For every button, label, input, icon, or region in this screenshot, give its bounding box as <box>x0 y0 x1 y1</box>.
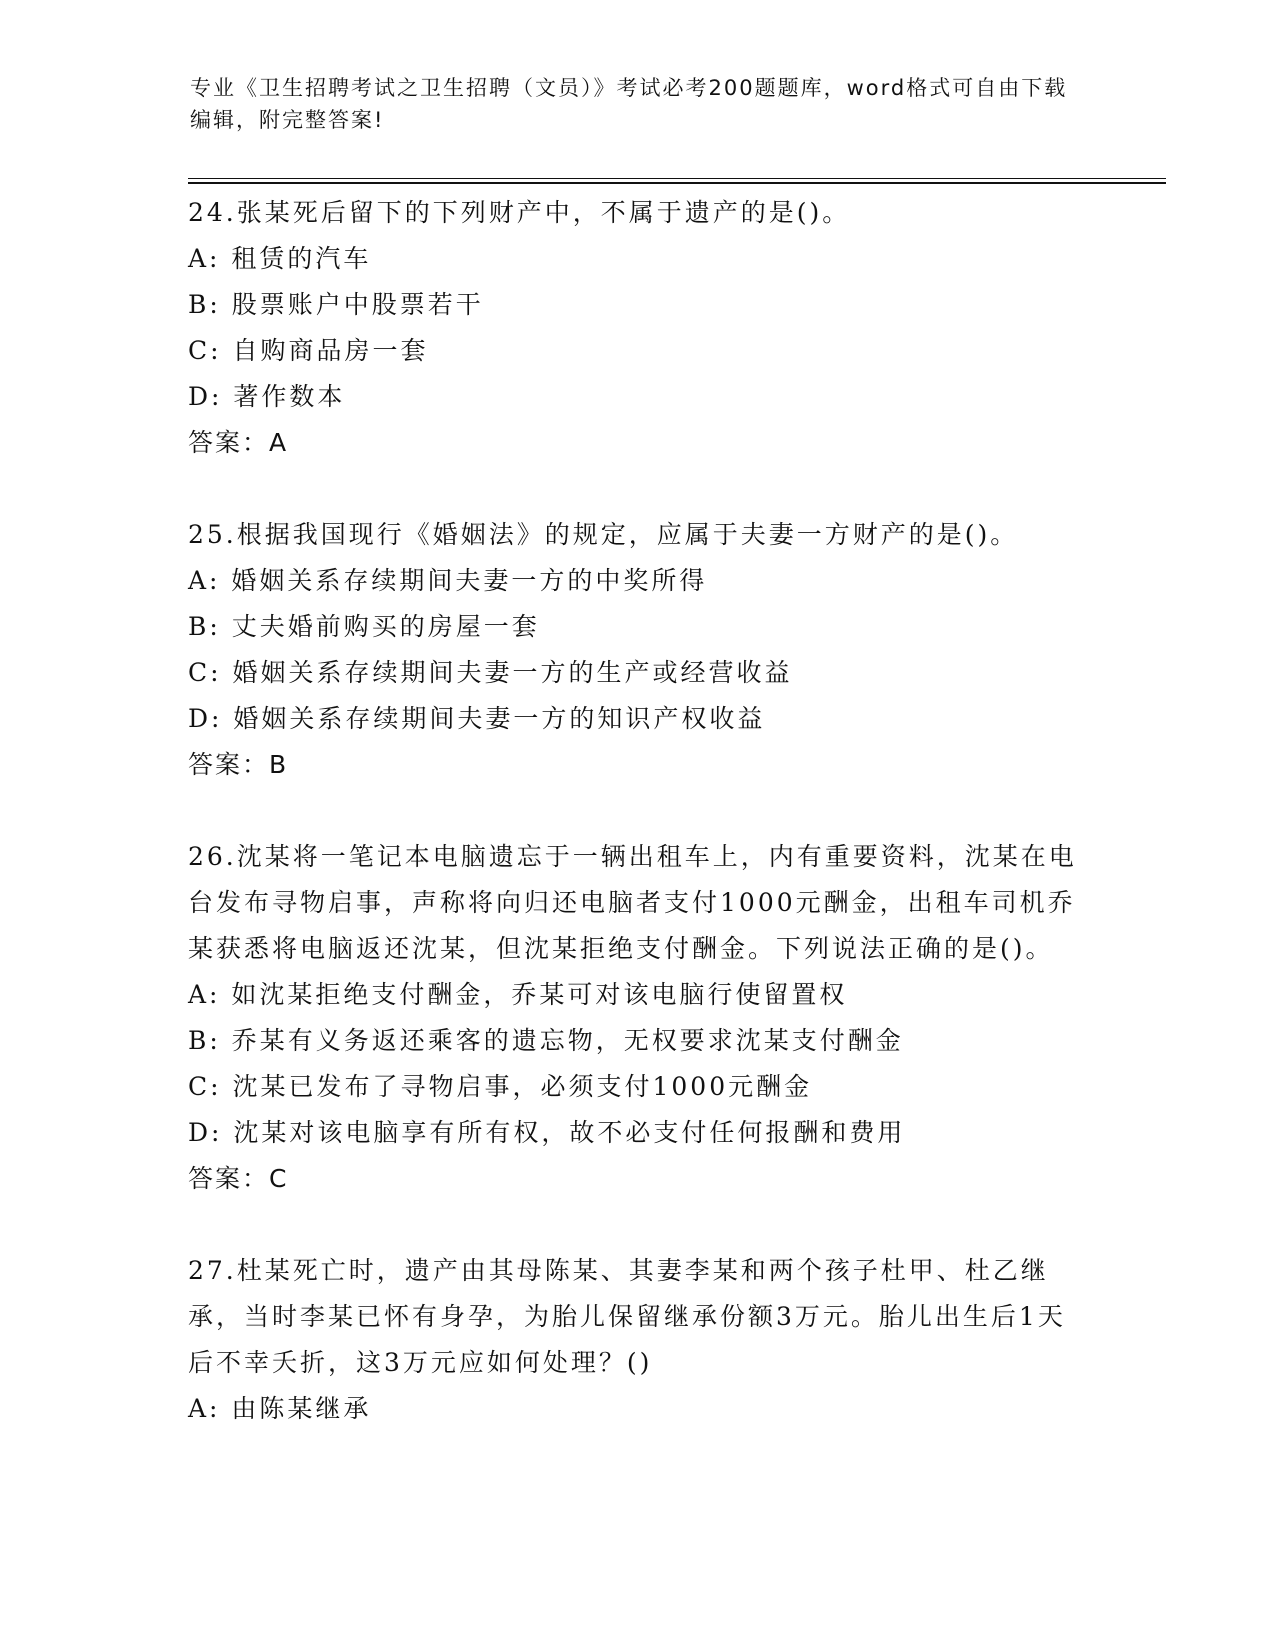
option-d: D: 著作数本 <box>188 382 346 411</box>
question-gap <box>188 1202 1088 1248</box>
question-gap <box>188 466 1088 512</box>
question-stem: 24.张某死后留下的下列财产中，不属于遗产的是()。 <box>188 198 851 227</box>
option-b: B: 丈夫婚前购买的房屋一套 <box>188 612 540 641</box>
question-25 <box>188 512 1088 788</box>
option-a: A: 租赁的汽车 <box>188 244 372 273</box>
option-c: C: 婚姻关系存续期间夫妻一方的生产或经营收益 <box>188 658 793 687</box>
question-24 <box>188 190 1088 466</box>
question-stem: 26.沈某将一笔记本电脑遗忘于一辆出租车上，内有重要资料，沈某在电台发布寻物启事，声称将向归还电脑者支付1000元酬金，出租车司机乔某获悉将电脑返还沈某，但沈某拒绝支付酬金。下列说法正确的是()。 <box>188 842 1077 963</box>
option-a: A: 由陈某继承 <box>188 1394 372 1423</box>
question-stem: 27.杜某死亡时，遗产由其母陈某、其妻李某和两个孩子杜甲、杜乙继承，当时李某已怀有身孕，为胎儿保留继承份额3万元。胎儿出生后1天后不幸夭折，这3万元应如何处理？() <box>188 1256 1066 1377</box>
question-gap <box>188 788 1088 834</box>
header-intro-text: 专业《卫生招聘考试之卫生招聘（文员）》考试必考200题题库，word格式可自由下载编辑，附完整答案! <box>190 76 1068 132</box>
option-c: C: 自购商品房一套 <box>188 336 429 365</box>
question-26 <box>188 834 1088 1202</box>
question-list <box>188 190 1088 1432</box>
option-a: A: 婚姻关系存续期间夫妻一方的中奖所得 <box>188 566 708 595</box>
question-stem: 25.根据我国现行《婚姻法》的规定，应属于夫妻一方财产的是()。 <box>188 520 1019 549</box>
option-c: C: 沈某已发布了寻物启事，必须支付1000元酬金 <box>188 1072 813 1101</box>
answer-line: 答案：A <box>188 428 289 457</box>
header-rule-thick <box>188 182 1166 184</box>
option-b: B: 乔某有义务返还乘客的遗忘物，无权要求沈某支付酬金 <box>188 1026 904 1055</box>
answer-line: 答案：B <box>188 750 289 779</box>
option-b: B: 股票账户中股票若干 <box>188 290 484 319</box>
header-rule-thin <box>188 178 1166 179</box>
document-header <box>190 72 1080 136</box>
answer-line: 答案：C <box>188 1164 289 1193</box>
option-d: D: 沈某对该电脑享有所有权，故不必支付任何报酬和费用 <box>188 1118 906 1147</box>
option-a: A: 如沈某拒绝支付酬金，乔某可对该电脑行使留置权 <box>188 980 848 1009</box>
question-27 <box>188 1248 1088 1432</box>
option-d: D: 婚姻关系存续期间夫妻一方的知识产权收益 <box>188 704 766 733</box>
